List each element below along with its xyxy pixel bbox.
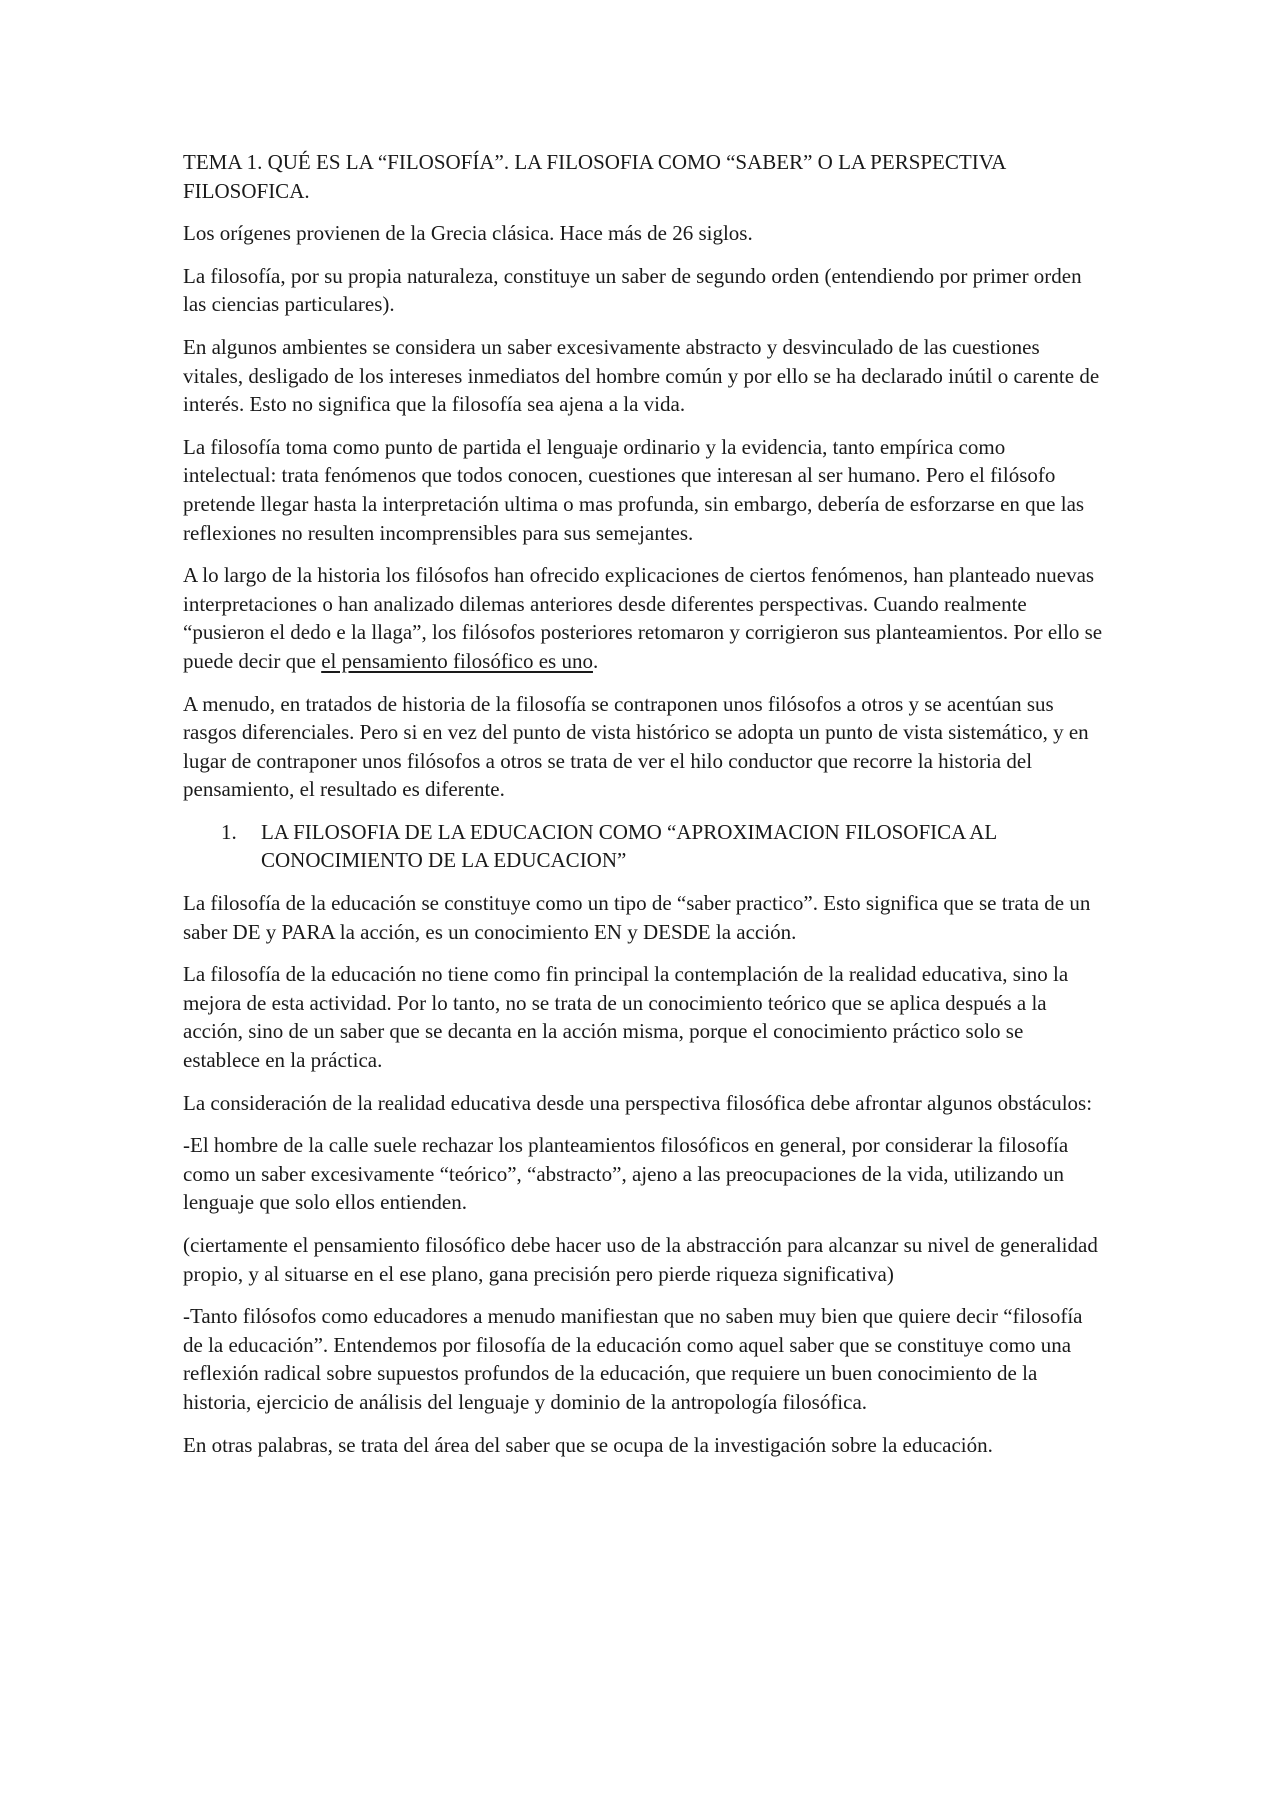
paragraph-abstract: En algunos ambientes se considera un saber excesivamente abstracto y desvinculado de las cuestiones vitales, desligado de los intereses inmediatos del hombre común y por ello se ha declarado inútil o carente de interés. Esto no significa que la filosofía sea ajena a la vida.	[183, 334, 1100, 417]
section-title: LA FILOSOFIA DE LA EDUCACION COMO “APROXIMACION FILOSOFICA AL CONOCIMIENTO DE LA EDUCACION”	[261, 819, 997, 873]
paragraph-second-order: La filosofía, por su propia naturaleza, constituye un saber de segundo orden (entendiendo por primer orden las ciencias particulares).	[183, 263, 1082, 317]
paragraph-obstacles: La consideración de la realidad educativa desde una perspectiva filosófica debe afrontar algunos obstáculos:	[183, 1090, 1093, 1115]
paragraph-conclusion: En otras palabras, se trata del área del saber que se ocupa de la investigación sobre la educación.	[183, 1432, 993, 1457]
paragraph-obstacle-definition: -Tanto filósofos como educadores a menudo manifiestan que no saben muy bien que quiere decir “filosofía de la educación”. Entendemos por filosofía de la educación como aquel saber que se constituye como una reflexión radical sobre supuestos profundos de la educación, que requiere un buen conocimiento de la historia, ejercicio de análisis del lenguaje y dominio de la antropología filosófica.	[183, 1304, 1083, 1414]
paragraph-ordinary-language: La filosofía toma como punto de partida el lenguaje ordinario y la evidencia, tanto empírica como intelectual: trata fenómenos que todos conocen, cuestiones que interesan al ser humano. Pero el filósofo pretende llegar hasta la interpretación ultima o mas profunda, sin embargo, debería de esforzarse en que las reflexiones no resulten incomprensibles para sus semejantes.	[183, 434, 1085, 545]
paragraph-history-end: .	[592, 648, 599, 673]
section-number: 1.	[221, 819, 237, 844]
paragraph-improvement: La filosofía de la educación no tiene como fin principal la contemplación de la realidad educativa, sino la mejora de esta actividad. Por lo tanto, no se trata de un conocimiento teórico que se aplica después a la acción, sino de un saber que se decanta en la acción misma, porque el conocimiento práctico solo se establece en la práctica.	[183, 962, 1069, 1073]
document-body	[183, 148, 1103, 1473]
underlined-phrase: el pensamiento filosófico es uno	[321, 648, 593, 673]
paragraph-abstraction-note: (ciertamente el pensamiento filosófico debe hacer uso de la abstracción para alcanzar su nivel de generalidad propio, y al situarse en el ese plano, gana precisión pero pierde riqueza significativa)	[183, 1233, 1098, 1286]
document-title: TEMA 1. QUÉ ES LA “FILOSOFÍA”. LA FILOSOFIA COMO “SABER” O LA PERSPECTIVA FILOSOFICA.	[183, 150, 1006, 203]
paragraph-history-text: A lo largo de la historia los filósofos han ofrecido explicaciones de ciertos fenómenos, han planteado nuevas interpretaciones o han analizado dilemas anteriores desde diferentes perspectivas. Cuando realmente “pusieron el dedo e la llaga”, los filósofos posteriores retomaron y corrigieron sus planteamientos. Por ello se puede decir que	[183, 563, 1103, 673]
paragraph-origins: Los orígenes provienen de la Grecia clásica. Hace más de 26 siglos.	[183, 221, 753, 246]
paragraph-history	[183, 561, 1103, 675]
section-heading	[183, 818, 1103, 875]
paragraph-systematic: A menudo, en tratados de historia de la filosofía se contraponen unos filósofos a otros y se acentúan sus rasgos diferenciales. Pero si en vez del punto de vista histórico se adopta un punto de vista sistemático, y en lugar de contraponer unos filósofos a otros se trata de ver el hilo conductor que recorre la historia del pensamiento, el resultado es diferente.	[183, 691, 1089, 802]
paragraph-obstacle-common-man: -El hombre de la calle suele rechazar los planteamientos filosóficos en general, por considerar la filosofía como un saber excesivamente “teórico”, “abstracto”, ajeno a las preocupaciones de la vida, utilizando un lenguaje que solo ellos entienden.	[183, 1133, 1069, 1215]
paragraph-practical-knowledge: La filosofía de la educación se constituye como un tipo de “saber practico”. Esto significa que se trata de un saber DE y PARA la acción, es un conocimiento EN y DESDE la acción.	[183, 891, 1091, 944]
